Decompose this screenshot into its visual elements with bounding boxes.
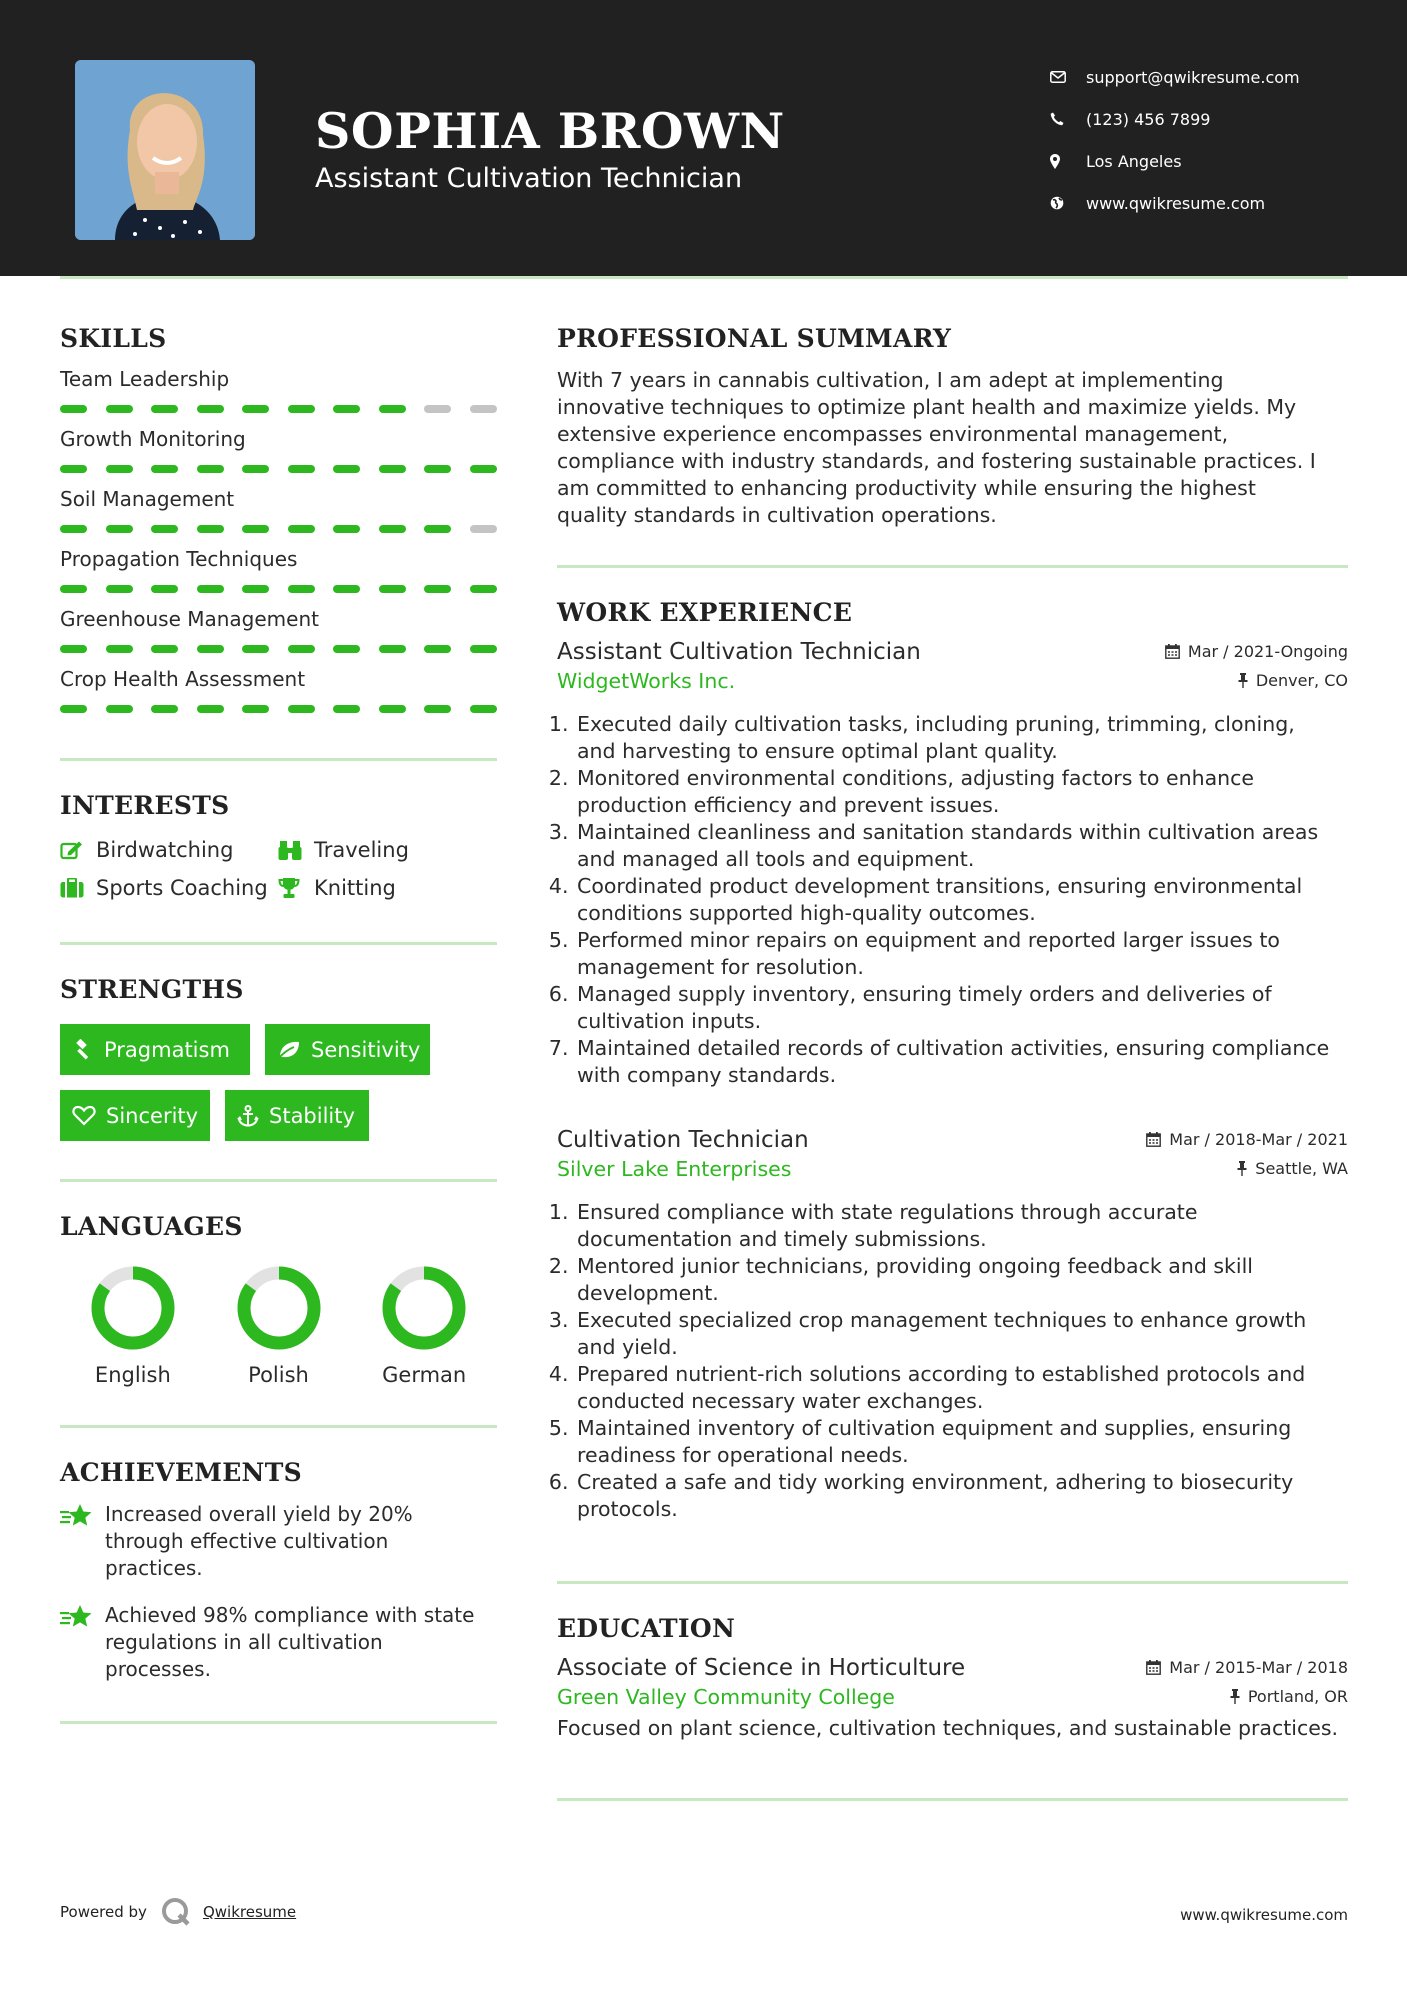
rating-dot: [379, 645, 406, 653]
language-item: [60, 1265, 206, 1387]
job-bullet: [575, 1469, 1348, 1523]
bullet-line: 1. Ensured compliance with state regulations through accurate: [577, 1200, 1198, 1224]
rating-dot: [424, 465, 451, 473]
job-location-text: Denver, CO: [1255, 671, 1348, 690]
contact-location-text: Los Angeles: [1086, 151, 1182, 171]
strengths-section: [60, 975, 497, 1141]
language-donut: [236, 1265, 322, 1351]
bullet-line: protocols.: [577, 1497, 678, 1521]
bullet-line: 3. Maintained cleanliness and sanitation standards within cultivation areas: [577, 820, 1319, 844]
section-divider: [60, 758, 497, 761]
rating-dot: [470, 405, 497, 413]
job-date-text: Mar / 2021-Ongoing: [1187, 642, 1348, 661]
strength-badge: [225, 1090, 369, 1141]
section-divider: [60, 1425, 497, 1428]
rating-dot: [288, 585, 315, 593]
calendar-icon: [1146, 1660, 1161, 1675]
bullet-line: 7. Maintained detailed records of cultivation activities, ensuring compliance: [577, 1036, 1330, 1060]
star-icon: [60, 1602, 105, 1683]
footer-powered-by: [60, 1897, 296, 1927]
rating-dot: [288, 645, 315, 653]
rating-dot: [106, 585, 133, 593]
job-entry: [557, 639, 1348, 1089]
bullet-line: with company standards.: [577, 1063, 837, 1087]
rating-dot: [333, 465, 360, 473]
rating-dot: [106, 525, 133, 533]
interest-item: [278, 876, 497, 900]
skill-label: Propagation Techniques: [60, 547, 298, 571]
summary-text: [557, 367, 1348, 529]
education-sub: [557, 1685, 1348, 1709]
strengths-heading: STRENGTHS: [60, 975, 244, 1004]
contact-email-text: support@qwikresume.com: [1086, 67, 1300, 87]
powered-by-text: Powered by: [60, 1903, 147, 1921]
bullet-line: management for resolution.: [577, 955, 864, 979]
rating-dot: [106, 705, 133, 713]
experience-section: [557, 598, 1348, 1523]
rating-dot: [470, 465, 497, 473]
gavel-icon: [72, 1039, 94, 1061]
phone-icon: [1050, 112, 1086, 126]
rating-dot: [288, 465, 315, 473]
education-date: [1146, 1658, 1348, 1677]
rating-dot: [197, 525, 224, 533]
achievement-text: [105, 1501, 413, 1582]
rating-dot: [197, 585, 224, 593]
strength-badge: [265, 1024, 430, 1075]
section-divider: [557, 565, 1348, 568]
achievement-text: [105, 1602, 474, 1683]
edit-icon: [60, 840, 96, 860]
envelope-icon: [1050, 71, 1086, 83]
rating-dot: [288, 405, 315, 413]
company-name: WidgetWorks Inc.: [557, 669, 736, 693]
skills-heading: SKILLS: [60, 324, 167, 353]
achievements-heading: ACHIEVEMENTS: [60, 1458, 302, 1487]
summary-line: innovative techniques to optimize plant health and maximize yields. My: [557, 395, 1297, 419]
language-donut: [381, 1265, 467, 1351]
school-name: Green Valley Community College: [557, 1685, 895, 1709]
bullet-line: 2. Mentored junior technicians, providing ongoing feedback and skill: [577, 1254, 1253, 1278]
rating-dot: [424, 705, 451, 713]
rating-dot: [151, 405, 178, 413]
job-sub: [557, 669, 1348, 693]
candidate-title: Assistant Cultivation Technician: [315, 163, 743, 194]
section-divider: [557, 1581, 1348, 1584]
achievements-section: [60, 1458, 497, 1683]
education-date-text: Mar / 2015-Mar / 2018: [1169, 1658, 1348, 1677]
interests-list: [60, 838, 497, 900]
bullet-line: conducted necessary water exchanges.: [577, 1389, 984, 1413]
bullet-line: 4. Coordinated product development transitions, ensuring environmental: [577, 874, 1303, 898]
job-bullet: [575, 765, 1348, 819]
strength-label: Sincerity: [106, 1103, 199, 1128]
calendar-icon: [1165, 644, 1180, 659]
right-column: [557, 320, 1348, 1801]
achievement-line: processes.: [105, 1657, 211, 1681]
rating-dot: [333, 405, 360, 413]
rating-dot: [151, 525, 178, 533]
contact-email[interactable]: [1050, 56, 1300, 98]
rating-dot: [151, 645, 178, 653]
rating-dot: [288, 525, 315, 533]
achievement-line: Increased overall yield by 20%: [105, 1502, 413, 1526]
strength-label: Pragmatism: [104, 1037, 230, 1062]
rating-dot: [424, 405, 451, 413]
rating-dot: [106, 465, 133, 473]
language-name: German: [382, 1363, 467, 1387]
education-description: Focused on plant science, cultivation techniques, and sustainable practices.: [557, 1716, 1339, 1740]
globe-icon: [1050, 196, 1086, 210]
profile-photo: [75, 60, 255, 240]
bullet-line: cultivation inputs.: [577, 1009, 762, 1033]
job-location-text: Seattle, WA: [1255, 1159, 1348, 1178]
languages-list: [60, 1265, 497, 1387]
job-bullet: [575, 1415, 1348, 1469]
pushpin-icon: [1238, 673, 1248, 688]
job-bullets: [557, 1199, 1348, 1523]
rating-dot: [151, 705, 178, 713]
interest-item: [60, 838, 278, 862]
bullet-line: 6. Created a safe and tidy working environment, adhering to biosecurity: [577, 1470, 1294, 1494]
rating-dot: [470, 645, 497, 653]
summary-line: am committed to enhancing productivity while ensuring the highest: [557, 476, 1256, 500]
rating-dot: [60, 525, 87, 533]
leaf-icon: [277, 1040, 301, 1060]
education-section: [557, 1614, 1348, 1742]
pushpin-icon: [1237, 1161, 1247, 1176]
rating-dot: [470, 705, 497, 713]
contact-list: [1050, 56, 1300, 224]
bullet-line: 2. Monitored environmental conditions, adjusting factors to enhance: [577, 766, 1255, 790]
rating-dot: [379, 465, 406, 473]
summary-heading: PROFESSIONAL SUMMARY: [557, 324, 952, 353]
bullet-line: and yield.: [577, 1335, 678, 1359]
achievement-line: regulations in all cultivation: [105, 1630, 383, 1654]
job-bullet: [575, 1253, 1348, 1307]
interests-section: [60, 791, 497, 900]
education-location-text: Portland, OR: [1247, 1687, 1348, 1706]
anchor-icon: [237, 1105, 259, 1127]
skill-label: Soil Management: [60, 487, 235, 511]
interest-label: Knitting: [314, 876, 396, 900]
bullet-line: and managed all tools and equipment.: [577, 847, 975, 871]
education-location: [1230, 1687, 1348, 1706]
skills-list: [60, 367, 497, 713]
section-divider: [60, 942, 497, 945]
bullet-line: 5. Performed minor repairs on equipment and reported larger issues to: [577, 928, 1280, 952]
trophy-icon: [278, 877, 314, 899]
achievement-line: Achieved 98% compliance with state: [105, 1603, 475, 1627]
skill-rating: [60, 585, 497, 593]
achievement-line: practices.: [105, 1556, 203, 1580]
bullet-line: 3. Executed specialized crop management techniques to enhance growth: [577, 1308, 1307, 1332]
bullet-line: development.: [577, 1281, 719, 1305]
rating-dot: [333, 645, 360, 653]
job-title: Assistant Cultivation Technician: [557, 639, 921, 665]
rating-dot: [242, 645, 269, 653]
calendar-icon: [1146, 1132, 1161, 1147]
interests-heading: INTERESTS: [60, 791, 230, 820]
bullet-line: readiness for operational needs.: [577, 1443, 909, 1467]
rating-dot: [242, 465, 269, 473]
header-divider: [60, 276, 1348, 279]
rating-dot: [151, 585, 178, 593]
skill-label: Growth Monitoring: [60, 427, 246, 451]
language-item: [206, 1265, 352, 1387]
rating-dot: [379, 525, 406, 533]
rating-dot: [288, 705, 315, 713]
contact-phone[interactable]: [1050, 98, 1300, 140]
summary-section: [557, 324, 1348, 529]
left-column: [60, 320, 497, 1724]
rating-dot: [197, 645, 224, 653]
bullet-line: conditions supported high-quality outcomes.: [577, 901, 1036, 925]
contact-website[interactable]: [1050, 182, 1300, 224]
rating-dot: [470, 585, 497, 593]
job-bullet: [575, 1035, 1348, 1089]
interest-item: [278, 838, 497, 862]
job-bullet: [575, 1361, 1348, 1415]
briefcase-icon: [60, 878, 96, 898]
rating-dot: [60, 585, 87, 593]
achievement-item: [60, 1501, 497, 1582]
summary-line: With 7 years in cannabis cultivation, I am adept at implementing: [557, 368, 1224, 392]
job-bullet: [575, 927, 1348, 981]
job-location: [1237, 1159, 1348, 1178]
bullet-line: 6. Managed supply inventory, ensuring timely orders and deliveries of: [577, 982, 1272, 1006]
strength-badge: [60, 1024, 250, 1075]
company-name: Silver Lake Enterprises: [557, 1157, 792, 1181]
rating-dot: [470, 525, 497, 533]
brand-link[interactable]: Qwikresume: [202, 1903, 297, 1921]
rating-dot: [242, 705, 269, 713]
rating-dot: [106, 405, 133, 413]
section-divider: [557, 1798, 1348, 1801]
languages-section: [60, 1212, 497, 1387]
education-head: [557, 1655, 1348, 1681]
rating-dot: [60, 705, 87, 713]
job-bullet: [575, 1199, 1348, 1253]
job-date-text: Mar / 2018-Mar / 2021: [1169, 1130, 1348, 1149]
rating-dot: [60, 645, 87, 653]
rating-dot: [333, 705, 360, 713]
rating-dot: [424, 525, 451, 533]
bullet-line: production efficiency and prevent issues.: [577, 793, 1000, 817]
languages-heading: LANGUAGES: [60, 1212, 243, 1241]
qwikresume-logo-icon: [161, 1897, 191, 1927]
section-divider: [60, 1721, 497, 1724]
strength-label: Stability: [269, 1103, 355, 1128]
interest-label: Sports Coaching: [96, 876, 268, 900]
language-name: English: [94, 1363, 171, 1387]
job-bullet: [575, 819, 1348, 873]
skill-rating: [60, 705, 497, 713]
map-pin-icon: [1050, 154, 1086, 169]
heart-icon: [72, 1105, 96, 1126]
skill-rating: [60, 645, 497, 653]
skill-rating: [60, 525, 497, 533]
star-icon: [60, 1501, 105, 1582]
rating-dot: [197, 405, 224, 413]
rating-dot: [197, 705, 224, 713]
resume-header: [0, 0, 1407, 276]
job-title: Cultivation Technician: [557, 1127, 809, 1153]
job-entry: [557, 1127, 1348, 1523]
experience-heading: WORK EXPERIENCE: [557, 598, 853, 627]
degree-title: Associate of Science in Horticulture: [557, 1655, 966, 1681]
rating-dot: [197, 465, 224, 473]
interest-label: Birdwatching: [96, 838, 234, 862]
contact-phone-text: (123) 456 7899: [1086, 109, 1211, 129]
job-head: [557, 639, 1348, 665]
rating-dot: [242, 585, 269, 593]
rating-dot: [60, 405, 87, 413]
rating-dot: [333, 525, 360, 533]
skill-rating: [60, 405, 497, 413]
job-date: [1165, 642, 1348, 661]
footer-website[interactable]: www.qwikresume.com: [1180, 1906, 1348, 1924]
bullet-line: 4. Prepared nutrient-rich solutions according to established protocols and: [577, 1362, 1306, 1386]
contact-website-text: www.qwikresume.com: [1086, 193, 1266, 213]
interest-item: [60, 876, 278, 900]
binoculars-icon: [278, 839, 314, 861]
job-bullet: [575, 873, 1348, 927]
skill-label: Crop Health Assessment: [60, 667, 306, 691]
rating-dot: [379, 585, 406, 593]
jobs-list: [557, 639, 1348, 1523]
language-donut: [90, 1265, 176, 1351]
job-location: [1238, 671, 1348, 690]
interest-label: Traveling: [314, 838, 409, 862]
strengths-list: [60, 1024, 497, 1141]
rating-dot: [379, 405, 406, 413]
pushpin-icon: [1230, 1689, 1240, 1704]
summary-line: quality standards in cultivation operations.: [557, 503, 997, 527]
rating-dot: [333, 585, 360, 593]
job-bullets: [557, 711, 1348, 1089]
rating-dot: [60, 465, 87, 473]
rating-dot: [424, 645, 451, 653]
job-head: [557, 1127, 1348, 1153]
skill-label: Greenhouse Management: [60, 607, 319, 631]
job-date: [1146, 1130, 1348, 1149]
achievement-line: through effective cultivation: [105, 1529, 389, 1553]
rating-dot: [424, 585, 451, 593]
bullet-line: 1. Executed daily cultivation tasks, including pruning, trimming, cloning,: [577, 712, 1295, 736]
language-name: Polish: [248, 1363, 309, 1387]
education-heading: EDUCATION: [557, 1614, 736, 1643]
rating-dot: [379, 705, 406, 713]
skill-rating: [60, 465, 497, 473]
achievement-item: [60, 1602, 497, 1683]
job-sub: [557, 1157, 1348, 1181]
skills-section: [60, 324, 497, 713]
job-bullet: [575, 1307, 1348, 1361]
strength-badge: [60, 1090, 210, 1141]
bullet-line: 5. Maintained inventory of cultivation equipment and supplies, ensuring: [577, 1416, 1292, 1440]
contact-location: [1050, 140, 1300, 182]
rating-dot: [242, 525, 269, 533]
job-bullet: [575, 711, 1348, 765]
skill-label: Team Leadership: [60, 367, 230, 391]
job-bullet: [575, 981, 1348, 1035]
rating-dot: [106, 645, 133, 653]
rating-dot: [151, 465, 178, 473]
candidate-name: SOPHIA BROWN: [315, 102, 785, 160]
bullet-line: and harvesting to ensure optimal plant quality.: [577, 739, 1058, 763]
summary-line: extensive experience encompasses environmental management,: [557, 422, 1229, 446]
language-item: [351, 1265, 497, 1387]
section-divider: [60, 1179, 497, 1182]
strength-label: Sensitivity: [311, 1037, 421, 1062]
summary-line: compliance with industry standards, and fostering sustainable practices. I: [557, 449, 1316, 473]
rating-dot: [242, 405, 269, 413]
bullet-line: documentation and timely submissions.: [577, 1227, 987, 1251]
